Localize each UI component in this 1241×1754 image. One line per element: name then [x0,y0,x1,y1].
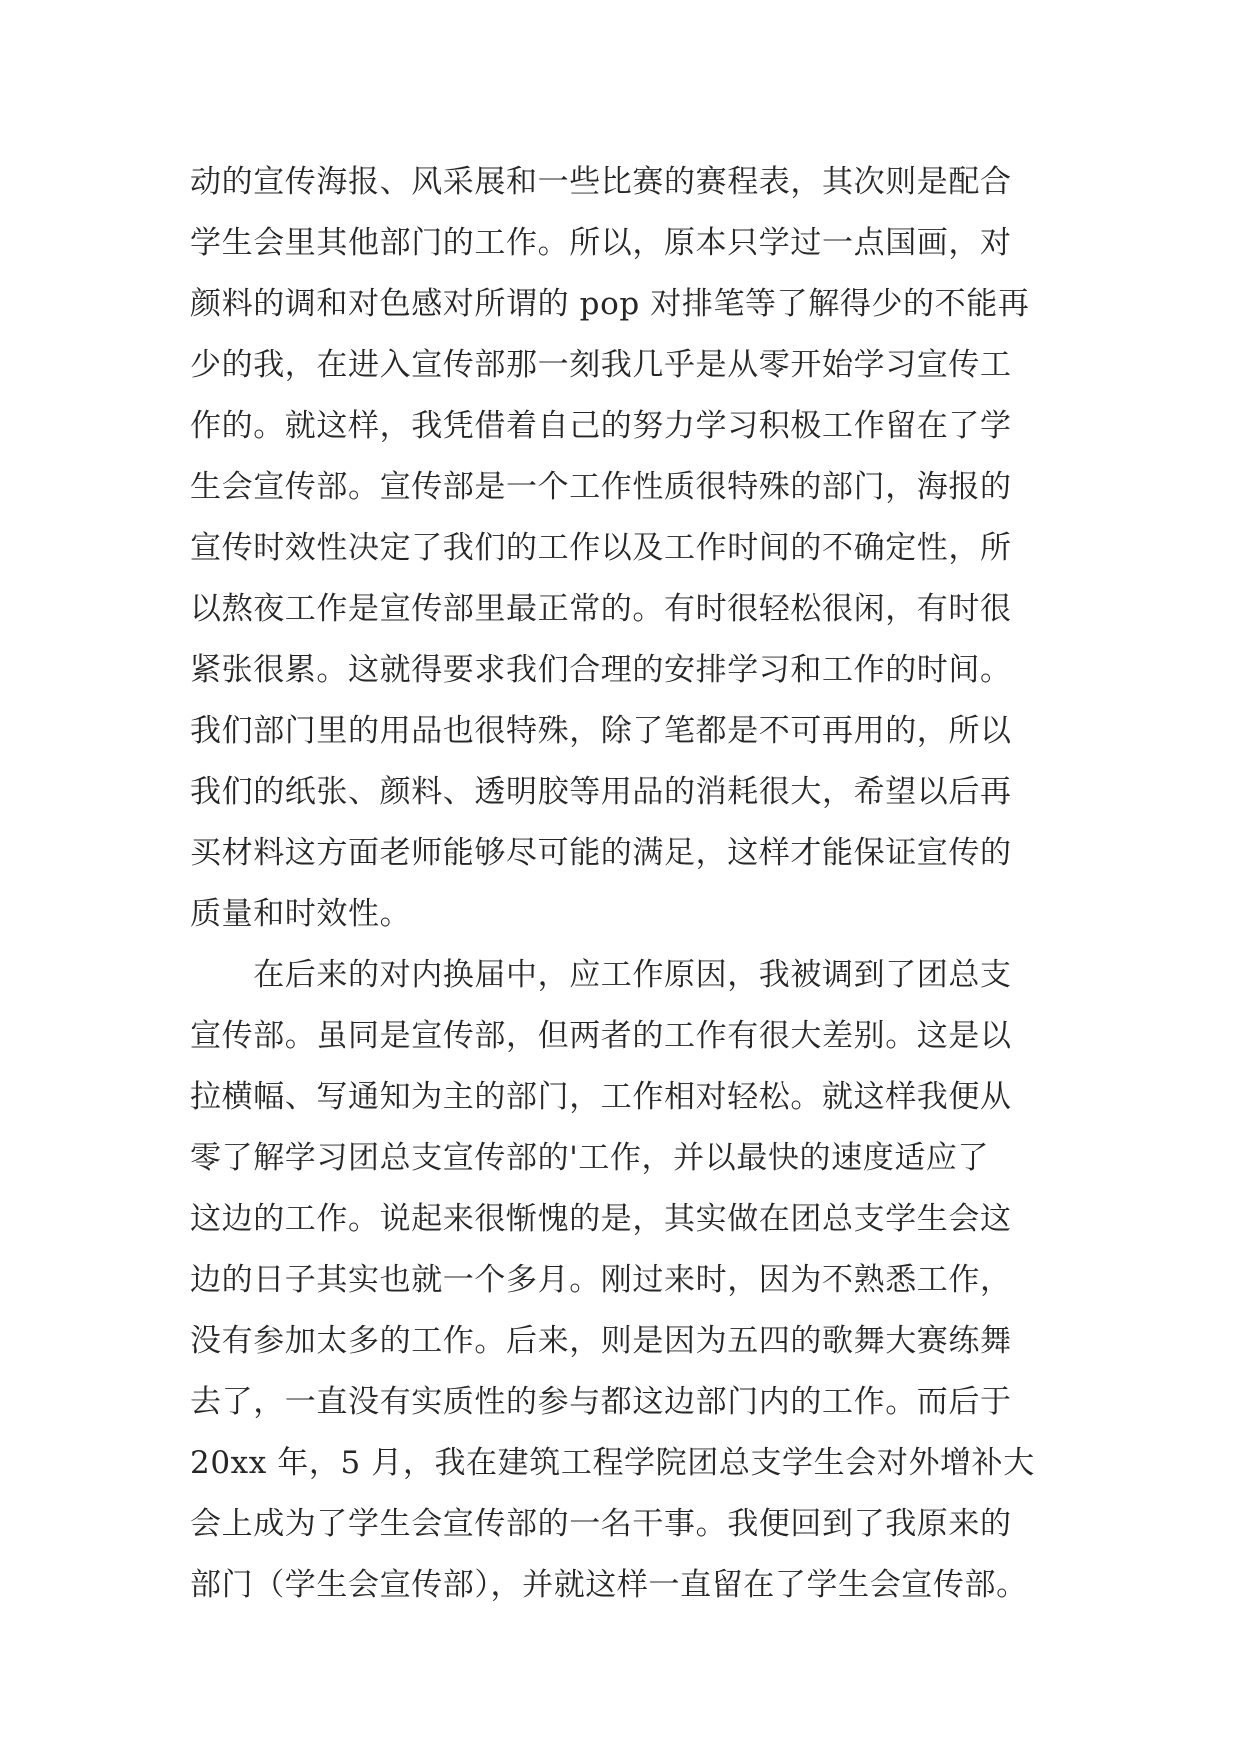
text-line: 边的日子其实也就一个多月。刚过来时，因为不熟悉工作， [190,1262,1012,1298]
text-line: 在后来的对内换届中，应工作原因，我被调到了团总支 [190,957,1012,993]
text-line: 零了解学习团总支宣传部的'工作，并以最快的速度适应了 [190,1140,990,1176]
text-line: 少的我，在进入宣传部那一刻我几乎是从零开始学习宣传工 [190,347,1012,383]
text-line: 质量和时效性。 [190,896,412,932]
text-line: 颜料的调和对色感对所谓的 pop 对排笔等了解得少的不能再 [190,286,1030,322]
text-line: 拉横幅、写通知为主的部门，工作相对轻松。就这样我便从 [190,1079,1012,1115]
text-line: 宣传时效性决定了我们的工作以及工作时间的不确定性，所 [190,530,1012,566]
text-line: 我们的纸张、颜料、透明胶等用品的消耗很大，希望以后再 [190,774,1012,810]
text-line: 宣传部。虽同是宣传部，但两者的工作有很大差别。这是以 [190,1018,1012,1054]
text-line: 我们部门里的用品也很特殊，除了笔都是不可再用的，所以 [190,713,1012,749]
text-line: 生会宣传部。宣传部是一个工作性质很特殊的部门，海报的 [190,469,1012,505]
text-line: 这边的工作。说起来很惭愧的是，其实做在团总支学生会这 [190,1201,1012,1237]
text-line: 部门（学生会宣传部），并就这样一直留在了学生会宣传部。 [190,1567,1028,1603]
text-line: 作的。就这样，我凭借着自己的努力学习积极工作留在了学 [190,408,1012,444]
text-line: 动的宣传海报、风采展和一些比赛的赛程表，其次则是配合 [190,164,1012,200]
text-line: 20xx 年，5 月，我在建筑工程学院团总支学生会对外增补大 [190,1445,1035,1481]
text-line: 会上成为了学生会宣传部的一名干事。我便回到了我原来的 [190,1506,1012,1542]
text-line: 去了，一直没有实质性的参与都这边部门内的工作。而后于 [190,1384,1012,1420]
text-line: 买材料这方面老师能够尽可能的满足，这样才能保证宣传的 [190,835,1012,871]
body-text [190,152,1080,1616]
text-line: 紧张很累。这就得要求我们合理的安排学习和工作的时间。 [190,652,1012,688]
text-line: 没有参加太多的工作。后来，则是因为五四的歌舞大赛练舞 [190,1323,1012,1359]
text-line: 以熬夜工作是宣传部里最正常的。有时很轻松很闲，有时很 [190,591,1012,627]
text-line: 学生会里其他部门的工作。所以，原本只学过一点国画，对 [190,225,1012,261]
